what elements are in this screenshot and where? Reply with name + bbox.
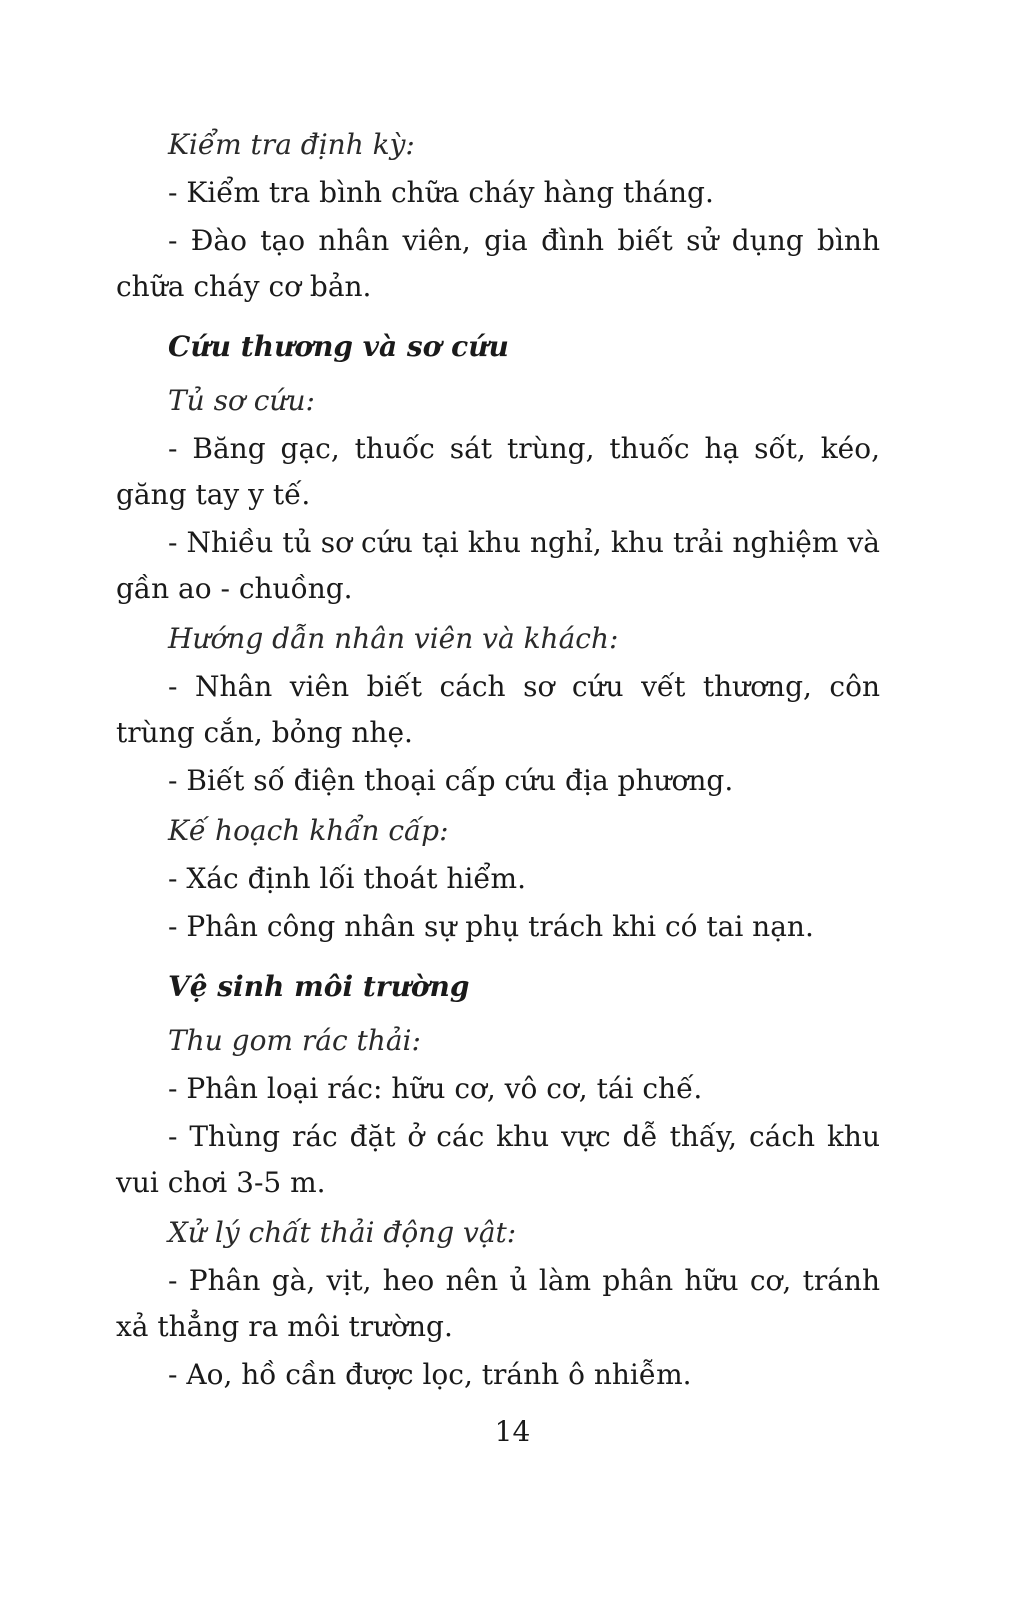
section-heading-cuu-thuong: Cứu thương và sơ cứu — [168, 330, 509, 363]
list-item: - Nhiều tủ sơ cứu tại khu nghỉ, khu trải nghiệm và gần ao - chuồng. — [116, 526, 880, 605]
list-item: - Phân loại rác: hữu cơ, vô cơ, tái chế. — [168, 1072, 703, 1105]
list-item: - Thùng rác đặt ở các khu vực dễ thấy, cách khu vui chơi 3-5 m. — [116, 1120, 880, 1199]
subsection-label-huong-dan: Hướng dẫn nhân viên và khách: — [168, 622, 619, 655]
list-item: - Băng gạc, thuốc sát trùng, thuốc hạ sốt, kéo, găng tay y tế. — [116, 432, 880, 511]
list-item: - Phân công nhân sự phụ trách khi có tai nạn. — [168, 910, 814, 943]
list-item: - Đào tạo nhân viên, gia đình biết sử dụng bình chữa cháy cơ bản. — [116, 224, 880, 303]
list-item: - Nhân viên biết cách sơ cứu vết thương, côn trùng cắn, bỏng nhẹ. — [116, 670, 880, 749]
subsection-label-thu-gom: Thu gom rác thải: — [168, 1024, 421, 1057]
list-item: - Kiểm tra bình chữa cháy hàng tháng. — [168, 176, 714, 209]
list-item: - Ao, hồ cần được lọc, tránh ô nhiễm. — [168, 1358, 692, 1391]
subsection-label-xu-ly: Xử lý chất thải động vật: — [168, 1216, 517, 1249]
list-item: - Phân gà, vịt, heo nên ủ làm phân hữu cơ, tránh xả thẳng ra môi trường. — [116, 1264, 880, 1343]
subsection-label-tu-so-cuu: Tủ sơ cứu: — [168, 384, 315, 417]
subsection-label-kiem-tra: Kiểm tra định kỳ: — [168, 128, 415, 161]
list-item: - Xác định lối thoát hiểm. — [168, 862, 527, 895]
list-item: - Biết số điện thoại cấp cứu địa phương. — [168, 764, 734, 797]
page-content — [116, 118, 880, 1400]
page-number: 14 — [494, 1415, 531, 1448]
subsection-label-ke-hoach: Kế hoạch khẩn cấp: — [168, 814, 449, 847]
section-heading-ve-sinh: Vệ sinh môi trường — [168, 970, 470, 1003]
